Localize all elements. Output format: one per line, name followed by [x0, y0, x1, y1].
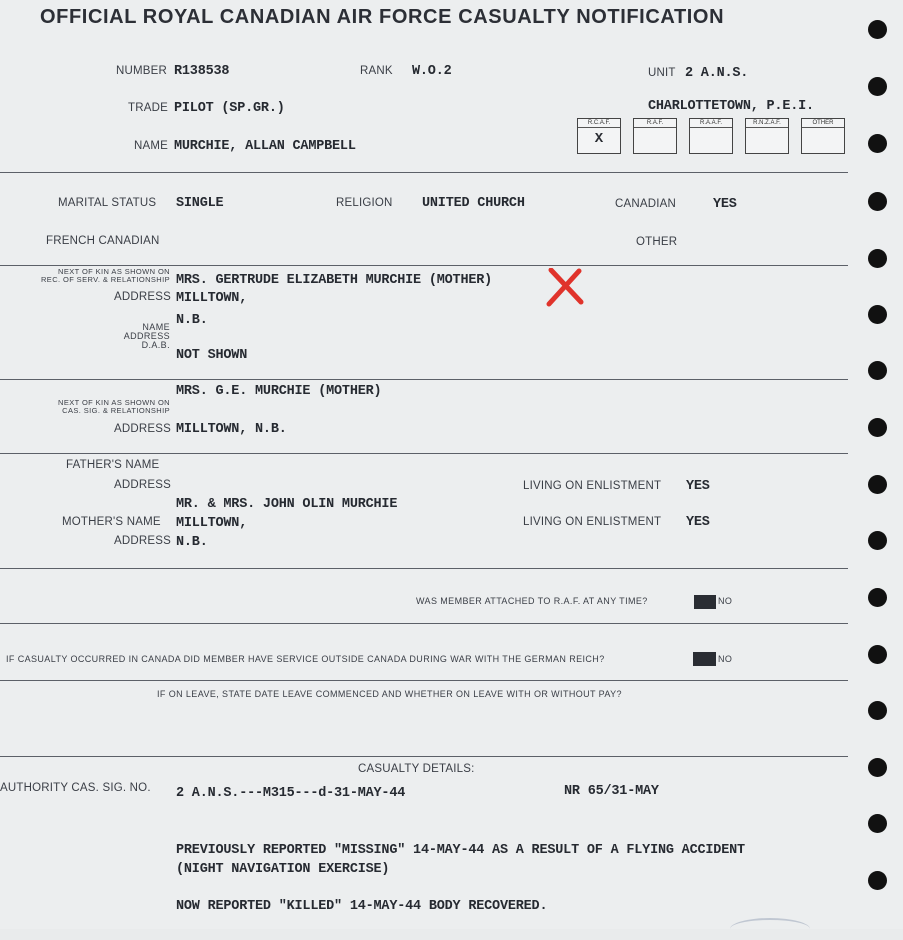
punch-hole	[868, 134, 887, 153]
raf-question: WAS MEMBER ATTACHED TO R.A.F. AT ANY TIME?	[416, 596, 648, 606]
nok-cas-value: MRS. G.E. MURCHIE (MOTHER)	[176, 384, 382, 399]
raf-answer-strikeout	[694, 595, 716, 609]
rank-value: W.O.2	[412, 64, 452, 79]
service-box-other	[801, 118, 845, 154]
dab-label-line: NAME	[142, 322, 170, 332]
parents-address-line1: MILLTOWN,	[176, 516, 248, 531]
name-address-dab-label	[100, 323, 170, 350]
punch-hole	[868, 418, 887, 437]
service-number: R138538	[174, 64, 230, 79]
service-box-label: R.A.A.F.	[690, 119, 732, 128]
marital-status-label: MARITAL STATUS	[58, 197, 157, 209]
divider	[0, 379, 848, 380]
nok-record-label-line: NEXT OF KIN AS SHOWN ON	[58, 267, 170, 276]
stamp-edge	[730, 918, 810, 940]
mother-address-label: ADDRESS	[114, 535, 171, 547]
member-name: MURCHIE, ALLAN CAMPBELL	[174, 139, 356, 154]
french-canadian-label: FRENCH CANADIAN	[46, 235, 160, 247]
details-line1: PREVIOUSLY REPORTED "MISSING" 14-MAY-44 AS A RESULT OF A FLYING ACCIDENT	[176, 843, 745, 858]
nok-address-label: ADDRESS	[114, 291, 171, 303]
father-living-value: YES	[686, 479, 710, 494]
divider	[0, 568, 848, 569]
service-box-mark: X	[594, 131, 604, 147]
divider	[0, 265, 848, 266]
punch-hole	[868, 361, 887, 380]
rank-label: RANK	[360, 65, 393, 77]
mother-living-label: LIVING ON ENLISTMENT	[523, 516, 662, 528]
nok-cas-label-line: CAS. SIG. & RELATIONSHIP	[62, 406, 170, 415]
punch-hole	[868, 758, 887, 777]
other-label: OTHER	[636, 236, 678, 248]
service-box-label: R.A.F.	[634, 119, 676, 128]
nok-address-line1: MILLTOWN,	[176, 291, 248, 306]
mother-living-value: YES	[686, 515, 710, 530]
service-box-label: R.C.A.F.	[578, 119, 620, 128]
punch-hole	[868, 814, 887, 833]
divider	[0, 680, 848, 681]
trade-label: TRADE	[128, 102, 168, 114]
number-label: NUMBER	[116, 65, 168, 77]
red-x-mark	[545, 268, 589, 308]
divider	[0, 453, 848, 454]
german-answer-strikeout	[693, 652, 716, 666]
punch-hole	[868, 249, 887, 268]
punch-hole	[868, 645, 887, 664]
service-box-label: OTHER	[802, 119, 844, 128]
nok-record-label	[28, 268, 170, 284]
service-box-rcaf	[577, 118, 621, 154]
service-box-rnzaf	[745, 118, 789, 154]
service-box-label: R.N.Z.A.F.	[746, 119, 788, 128]
raf-no: NO	[718, 596, 733, 606]
nok-cas-label	[28, 399, 170, 415]
divider	[0, 172, 848, 173]
nok-cas-address: MILLTOWN, N.B.	[176, 422, 287, 437]
nok-address-line2: N.B.	[176, 313, 208, 328]
punch-hole	[868, 77, 887, 96]
dab-value: NOT SHOWN	[176, 348, 248, 363]
punch-hole	[868, 588, 887, 607]
details-line2: (NIGHT NAVIGATION EXERCISE)	[176, 862, 390, 877]
casualty-details-heading: CASUALTY DETAILS:	[358, 763, 475, 775]
parents-names: MR. & MRS. JOHN OLIN MURCHIE	[176, 497, 398, 512]
canadian-value: YES	[713, 197, 737, 212]
punch-hole	[868, 192, 887, 211]
form-title: OFFICIAL ROYAL CANADIAN AIR FORCE CASUALTY NOTIFICATION	[40, 6, 725, 28]
nok-cas-label-line: NEXT OF KIN AS SHOWN ON	[58, 398, 170, 407]
punch-hole	[868, 701, 887, 720]
nok-cas-address-label: ADDRESS	[114, 423, 171, 435]
punch-hole	[868, 475, 887, 494]
authority-label: AUTHORITY CAS. SIG. NO.	[0, 782, 151, 794]
nr-value: NR 65/31-MAY	[564, 784, 659, 799]
german-reich-question: IF CASUALTY OCCURRED IN CANADA DID MEMBER HAVE SERVICE OUTSIDE CANADA DURING WAR WITH THE GERMAN REICH?	[6, 654, 605, 664]
canadian-label: CANADIAN	[615, 198, 677, 210]
religion-value: UNITED CHURCH	[422, 196, 525, 211]
name-label: NAME	[134, 140, 169, 152]
authority-sig-value: 2 A.N.S.---M315---d-31-MAY-44	[176, 786, 406, 801]
punch-hole	[868, 305, 887, 324]
parents-address-line2: N.B.	[176, 535, 208, 550]
leave-question: IF ON LEAVE, STATE DATE LEAVE COMMENCED AND WHETHER ON LEAVE WITH OR WITHOUT PAY?	[157, 689, 622, 699]
nok-record-value: MRS. GERTRUDE ELIZABETH MURCHIE (MOTHER)	[176, 273, 493, 288]
service-box-raaf	[689, 118, 733, 154]
marital-status-value: SINGLE	[176, 196, 224, 211]
nok-record-label-line: REC. OF SERV. & RELATIONSHIP	[40, 275, 170, 284]
punch-hole	[868, 531, 887, 550]
father-living-label: LIVING ON ENLISTMENT	[523, 480, 662, 492]
service-box-raf	[633, 118, 677, 154]
trade-value: PILOT (SP.GR.)	[174, 101, 285, 116]
mothers-name-label: MOTHER'S NAME	[62, 516, 161, 528]
father-address-label: ADDRESS	[114, 479, 171, 491]
unit-label: UNIT	[648, 67, 676, 79]
religion-label: RELIGION	[336, 197, 393, 209]
punch-hole	[868, 20, 887, 39]
divider	[0, 623, 848, 624]
fathers-name-label: FATHER'S NAME	[66, 459, 160, 471]
unit-value: 2 A.N.S.	[685, 66, 749, 81]
unit-location: CHARLOTTETOWN, P.E.I.	[648, 99, 814, 114]
divider	[0, 756, 848, 757]
german-no: NO	[718, 654, 733, 664]
dab-label-line: ADDRESS	[123, 331, 170, 341]
details-line3: NOW REPORTED "KILLED" 14-MAY-44 BODY RECOVERED.	[176, 899, 548, 914]
punch-hole	[868, 871, 887, 890]
dab-label-line: D.A.B.	[141, 340, 170, 350]
